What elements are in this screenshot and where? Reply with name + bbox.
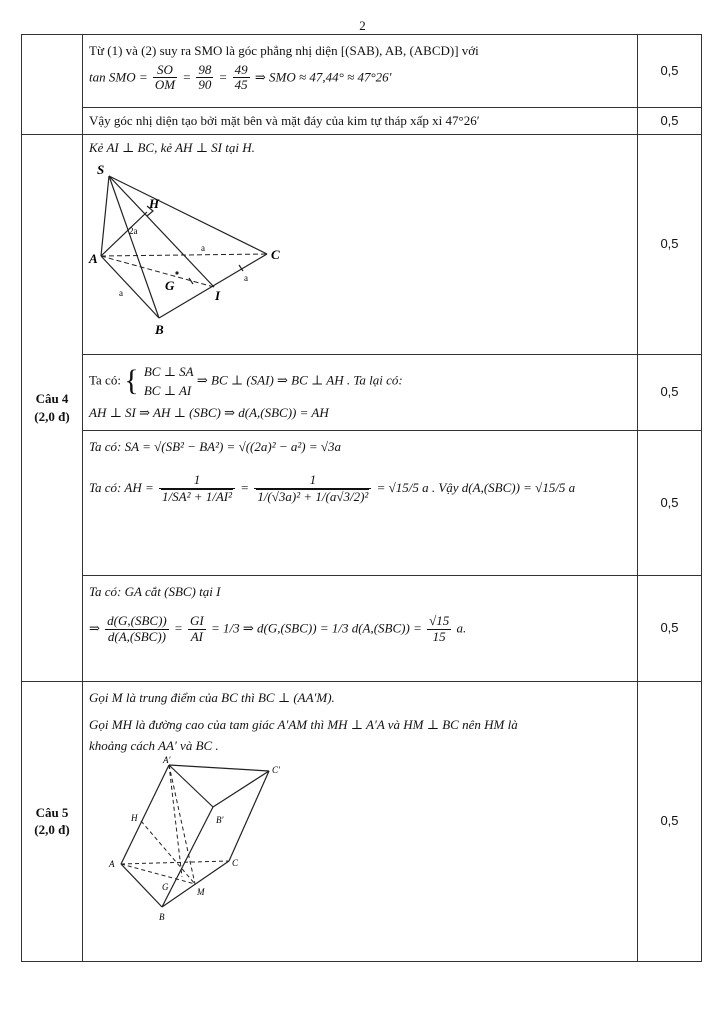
fig-label-a: A xyxy=(109,859,115,870)
q4-p4-line1: Ta có: GA cắt (SBC) tại I xyxy=(89,583,221,599)
question-label-cell xyxy=(22,35,83,135)
content-cell xyxy=(83,430,638,575)
content-cell xyxy=(83,681,638,961)
q4-intro: Kẻ AI ⊥ BC, kẻ AH ⊥ SI tại H. xyxy=(89,139,255,155)
fig-edge-2a: 2a xyxy=(129,226,138,237)
fig-label-g: G xyxy=(165,278,175,294)
fig-label-a: A xyxy=(89,251,98,267)
score-cell: 0,5 xyxy=(638,575,702,681)
content-cell xyxy=(83,575,638,681)
score-cell: 0,5 xyxy=(638,354,702,430)
fig-label-c: C xyxy=(271,247,280,263)
q4-p2-prefix: Ta có: xyxy=(89,372,121,388)
q4-p3-formula: Ta có: AH = $\frac{1}{\text{1/SA² + 1/AI²}}$ = $\frac{1}{\text{1/(√3a)² + 1/(a√3/2)²}}$ = √15/5 a . Vậy d(A,(SBC)) = √15/5 a xyxy=(89,472,576,505)
q5-points: (2,0 đ) xyxy=(34,822,70,838)
score-cell: 0,5 xyxy=(638,430,702,575)
q4-p2-line1 xyxy=(89,362,631,401)
q4-p2-line2: AH ⊥ SI ⇒ AH ⊥ (SBC) ⇒ d(A,(SBC)) = AH xyxy=(89,404,329,420)
content-cell xyxy=(83,354,638,430)
fig-label-h: H xyxy=(149,196,160,212)
content-cell xyxy=(83,134,638,354)
brace-glyph: { xyxy=(124,364,139,398)
score-cell: 0,5 xyxy=(638,134,702,354)
fig-label-b: B xyxy=(155,322,164,338)
pyramid-figure xyxy=(89,156,299,336)
fig-label-h: H xyxy=(131,813,138,824)
content-cell xyxy=(83,35,638,108)
fig-label-b1: B' xyxy=(216,815,224,826)
question-label-cell xyxy=(22,134,83,681)
q4-system: BC ⊥ SA BC ⊥ AI xyxy=(143,363,194,399)
fig-label-s: S xyxy=(97,162,105,178)
q3-tan-formula: tan SMO = $\frac{SO}{OM}$ = $\frac{98}{90}$ = $\frac{49}{45}$ ⇒ SMO ≈ 47,44° ≈ 47°26′ xyxy=(89,61,392,93)
q5-line1: Gọi M là trung điểm của BC thì BC ⊥ (AA′M). xyxy=(89,689,335,705)
q4-p2-result: ⇒ BC ⊥ (SAI) ⇒ BC ⊥ AH . Ta lại có: xyxy=(196,372,403,388)
q4-p3-line1: Ta có: SA = √(SB² − BA²) = √((2a)² − a²) = √3a xyxy=(89,438,341,454)
q5-line3: khoảng cách AA′ và BC . xyxy=(89,737,219,753)
fig-label-b: B xyxy=(159,912,165,923)
table-row xyxy=(22,430,702,575)
page-number: 2 xyxy=(359,18,366,33)
score-cell: 0,5 xyxy=(638,681,702,961)
fig-edge-a1: a xyxy=(201,243,205,254)
q5-label: Câu 5 xyxy=(35,804,69,820)
table-row xyxy=(22,108,702,135)
question-label-cell xyxy=(22,681,83,961)
fig-label-c: C xyxy=(232,858,239,869)
table-row xyxy=(22,35,702,108)
fig-edge-a3: a xyxy=(244,273,248,284)
fig-label-a1: A' xyxy=(163,755,171,766)
table-row xyxy=(22,681,702,961)
prism-figure xyxy=(89,757,279,927)
fig-label-m: M xyxy=(197,887,205,898)
q4-label: Câu 4 xyxy=(35,391,69,406)
table-row xyxy=(22,354,702,430)
q4-points: (2,0 đ) xyxy=(34,408,70,424)
content-cell xyxy=(83,108,638,135)
q4-p4-formula: ⇒ $\frac{\text{d(G,(SBC))}}{\text{d(A,(SBC))}}$ = $\frac{GI}{AI}$ = 1/3 ⇒ d(G,(SBC)) = 1/3 d(A,(SBC)) = $\frac{√15}{15}$ a. xyxy=(89,613,467,645)
fig-label-g: G xyxy=(162,882,169,893)
score-cell: 0,5 xyxy=(638,35,702,108)
q3-line1: Từ (1) và (2) suy ra SMO là góc phẳng nhị diện [(SAB), AB, (ABCD)] với xyxy=(89,43,479,58)
table-row xyxy=(22,575,702,681)
table-row xyxy=(22,134,702,354)
q3-conclusion: Vậy góc nhị diện tạo bởi mặt bên và mặt đáy của kim tự tháp xấp xỉ 47°26′ xyxy=(89,113,480,128)
score-cell: 0,5 xyxy=(638,108,702,135)
fig-label-c1: C' xyxy=(272,765,280,776)
q5-line2: Gọi MH là đường cao của tam giác A′AM thì MH ⊥ A′A và HM ⊥ BC nên HM là xyxy=(89,717,518,733)
fig-edge-a2: a xyxy=(119,288,123,299)
answer-table xyxy=(21,34,702,962)
fig-label-i: I xyxy=(215,288,221,304)
